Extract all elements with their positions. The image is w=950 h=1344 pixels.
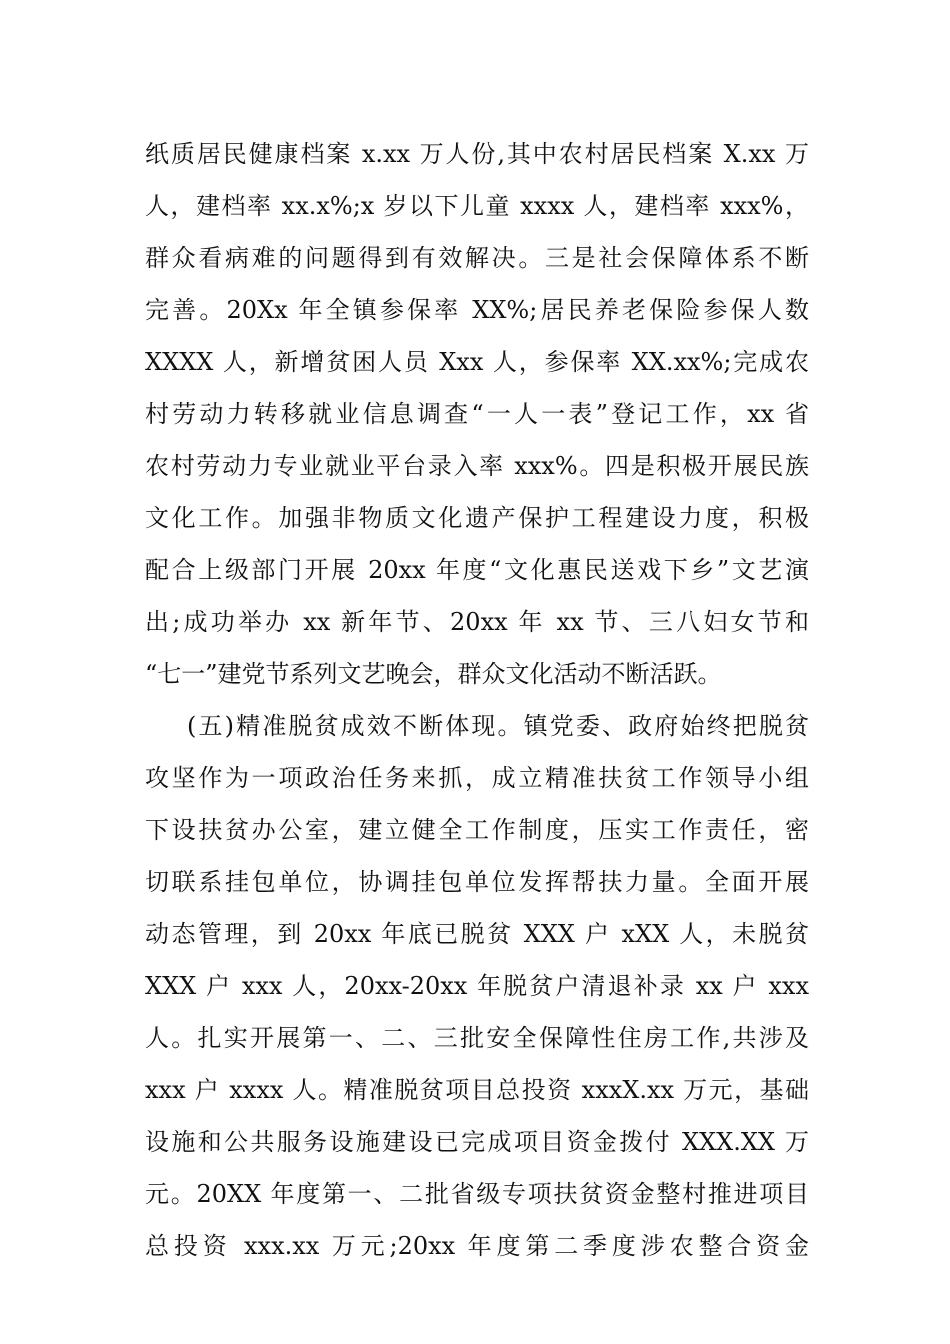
text-line: 配合上级部门开展 20xx 年度“文化惠民送戏下乡”文艺演	[145, 556, 809, 584]
text-line: 村劳动力转移就业信息调查“一人一表”登记工作，xx 省	[145, 400, 809, 428]
text-line: 元。20XX 年度第一、二批省级专项扶贫资金整村推进项目	[145, 1180, 809, 1208]
text-line: 出;成功举办 xx 新年节、20xx 年 xx 节、三八妇女节和	[145, 608, 809, 636]
text-line: “七一”建党节系列文艺晚会，群众文化活动不断活跃。	[145, 660, 722, 688]
text-line: 文化工作。加强非物质文化遗产保护工程建设力度，积极	[145, 504, 809, 532]
text-line: 群众看病难的问题得到有效解决。三是社会保障体系不断	[145, 244, 809, 272]
paragraph-poverty-alleviation	[145, 700, 809, 1272]
text-line: 人。扎实开展第一、二、三批安全保障性住房工作,共涉及	[145, 1024, 809, 1052]
text-line: 人，建档率 xx.x%;x 岁以下儿童 xxxx 人，建档率 xxx%，	[145, 192, 809, 220]
text-line: 完善。20Xx 年全镇参保率 XX%;居民养老保险参保人数	[145, 296, 809, 324]
text-line: 切联系挂包单位，协调挂包单位发挥帮扶力量。全面开展	[145, 868, 809, 896]
text-line: 纸质居民健康档案 x.xx 万人份,其中农村居民档案 X.xx 万	[145, 140, 809, 168]
text-line: 攻坚作为一项政治任务来抓，成立精准扶贫工作领导小组	[145, 764, 809, 792]
text-line: XXX 户 xxx 人，20xx-20xx 年脱贫户清退补录 xx 户 xxx	[145, 972, 809, 1000]
text-line: 动态管理，到 20xx 年底已脱贫 XXX 户 xXX 人，未脱贫	[145, 920, 809, 948]
text-line: XXXX 人，新增贫困人员 Xxx 人，参保率 XX.xx%;完成农	[145, 348, 809, 376]
text-line: 设施和公共服务设施建设已完成项目资金拨付 XXX.XX 万	[145, 1128, 809, 1156]
text-line: 农村劳动力专业就业平台录入率 xxx%。四是积极开展民族	[145, 452, 809, 480]
document-body	[145, 128, 809, 1272]
text-line: 总投资 xxx.xx 万元;20xx 年度第二季度涉农整合资金	[145, 1232, 809, 1260]
paragraph-health-social-culture	[145, 128, 809, 700]
text-line: (五)精准脱贫成效不断体现。镇党委、政府始终把脱贫	[187, 712, 809, 740]
text-line: xxx 户 xxxx 人。精准脱贫项目总投资 xxxX.xx 万元，基础	[145, 1076, 809, 1104]
text-line: 下设扶贫办公室，建立健全工作制度，压实工作责任，密	[145, 816, 809, 844]
